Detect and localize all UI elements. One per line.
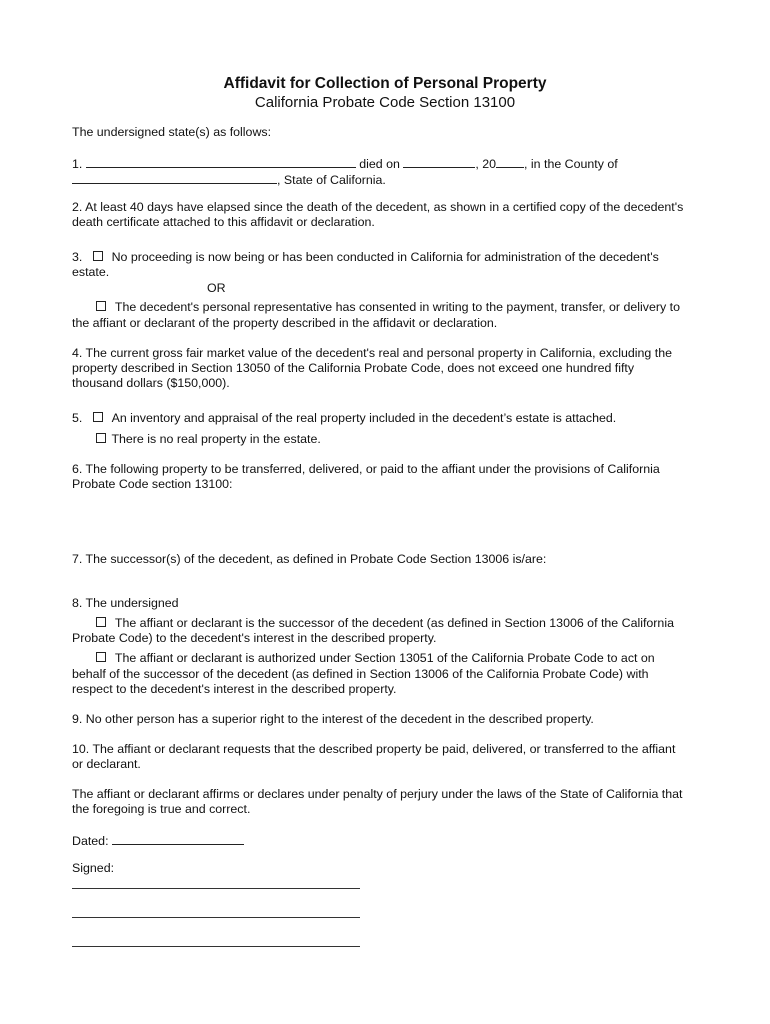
item-8-option-2-line-3: respect to the decedent's interest in the described property. <box>72 682 397 696</box>
item-4-line-1: 4. The current gross fair market value of the decedent's real and personal property in California, excluding the <box>72 346 672 360</box>
item-5-line-2: There is no real property in the estate. <box>72 432 697 448</box>
affirmation-line-1: The affiant or declarant affirms or declares under penalty of perjury under the laws of the State of California that <box>72 787 683 801</box>
item-3-line-1: 3. No proceeding is now being or has been conducted in California for administration of the decedent's <box>72 250 659 264</box>
authorized-agent-checkbox[interactable] <box>96 652 106 662</box>
item-8-option-1-line-2: Probate Code) to the decedent's interest in the described property. <box>72 631 437 645</box>
item-5-line-1: 5. An inventory and appraisal of the real property included in the decedent’s estate is attached. <box>72 411 617 425</box>
successor-checkbox[interactable] <box>96 617 106 627</box>
date-of-death-field[interactable] <box>403 155 475 168</box>
item-2-line-1: 2. At least 40 days have elapsed since the death of the decedent, as shown in a certified copy of the decedent's <box>72 200 684 214</box>
document-subtitle: California Probate Code Section 13100 <box>254 94 516 111</box>
item-4-line-2: property described in Section 13050 of the California Probate Code, does not exceed one hundred fifty <box>72 361 635 375</box>
signed-label: Signed: <box>72 861 115 875</box>
successors-area[interactable] <box>72 569 697 593</box>
decedent-name-field[interactable] <box>86 155 356 168</box>
item-9: 9. No other person has a superior right to the interest of the decedent in the described property. <box>72 712 594 726</box>
representative-consent-checkbox[interactable] <box>96 301 106 311</box>
inventory-attached-checkbox[interactable] <box>93 412 103 422</box>
intro-text: The undersigned state(s) as follows: <box>72 125 272 139</box>
item-3-line-2: estate. <box>72 265 110 279</box>
item-3-option-2-line-1: The decedent's personal representative has consented in writing to the payment, transfer, or delivery to <box>72 300 697 316</box>
item-8-option-2-line-2: behalf of the successor of the decedent (as defined in Section 13006 of the California Probate Code) with <box>72 667 649 681</box>
no-real-property-checkbox[interactable] <box>96 433 106 443</box>
property-description-area[interactable] <box>72 494 697 542</box>
year-of-death-field[interactable] <box>496 155 524 168</box>
affirmation-line-2: the foregoing is true and correct. <box>72 802 251 816</box>
item-1-line-1: 1. died on , 20 , in the County of <box>72 157 618 171</box>
item-1-line-2: , State of California. <box>72 171 697 189</box>
item-8-option-2-line-1: The affiant or declarant is authorized under Section 13051 of the California Probate Code to act on <box>72 651 697 667</box>
item-10-line-1: 10. The affiant or declarant requests that the described property be paid, delivered, or transferred to the affiant <box>72 742 676 756</box>
item-10-line-2: or declarant. <box>72 757 141 771</box>
item-7: 7. The successor(s) of the decedent, as defined in Probate Code Section 13006 is/are: <box>72 552 547 566</box>
item-3-option-2-line-2: the affiant or declarant of the property described in the affidavit or declaration. <box>72 316 498 330</box>
no-proceeding-checkbox[interactable] <box>93 251 103 261</box>
item-6-line-1: 6. The following property to be transferred, delivered, or paid to the affiant under the provisions of California <box>72 462 660 476</box>
item-2-line-2: death certificate attached to this affidavit or declaration. <box>72 215 375 229</box>
document-title: Affidavit for Collection of Personal Property <box>223 75 547 92</box>
signature-line-3[interactable] <box>72 946 360 947</box>
dated-field[interactable] <box>112 832 244 845</box>
county-field[interactable] <box>72 171 277 184</box>
item-6-line-2: Probate Code section 13100: <box>72 477 233 491</box>
signature-line-2[interactable] <box>72 917 360 918</box>
signature-line-1[interactable] <box>72 888 360 889</box>
item-8-option-1-line-1: The affiant or declarant is the successor of the decedent (as defined in Section 13006 of the California <box>72 616 697 632</box>
item-8-head: 8. The undersigned <box>72 596 179 610</box>
dated-row: Dated: <box>72 832 697 850</box>
or-separator: OR <box>207 281 226 295</box>
item-4-line-3: thousand dollars ($150,000). <box>72 376 230 390</box>
